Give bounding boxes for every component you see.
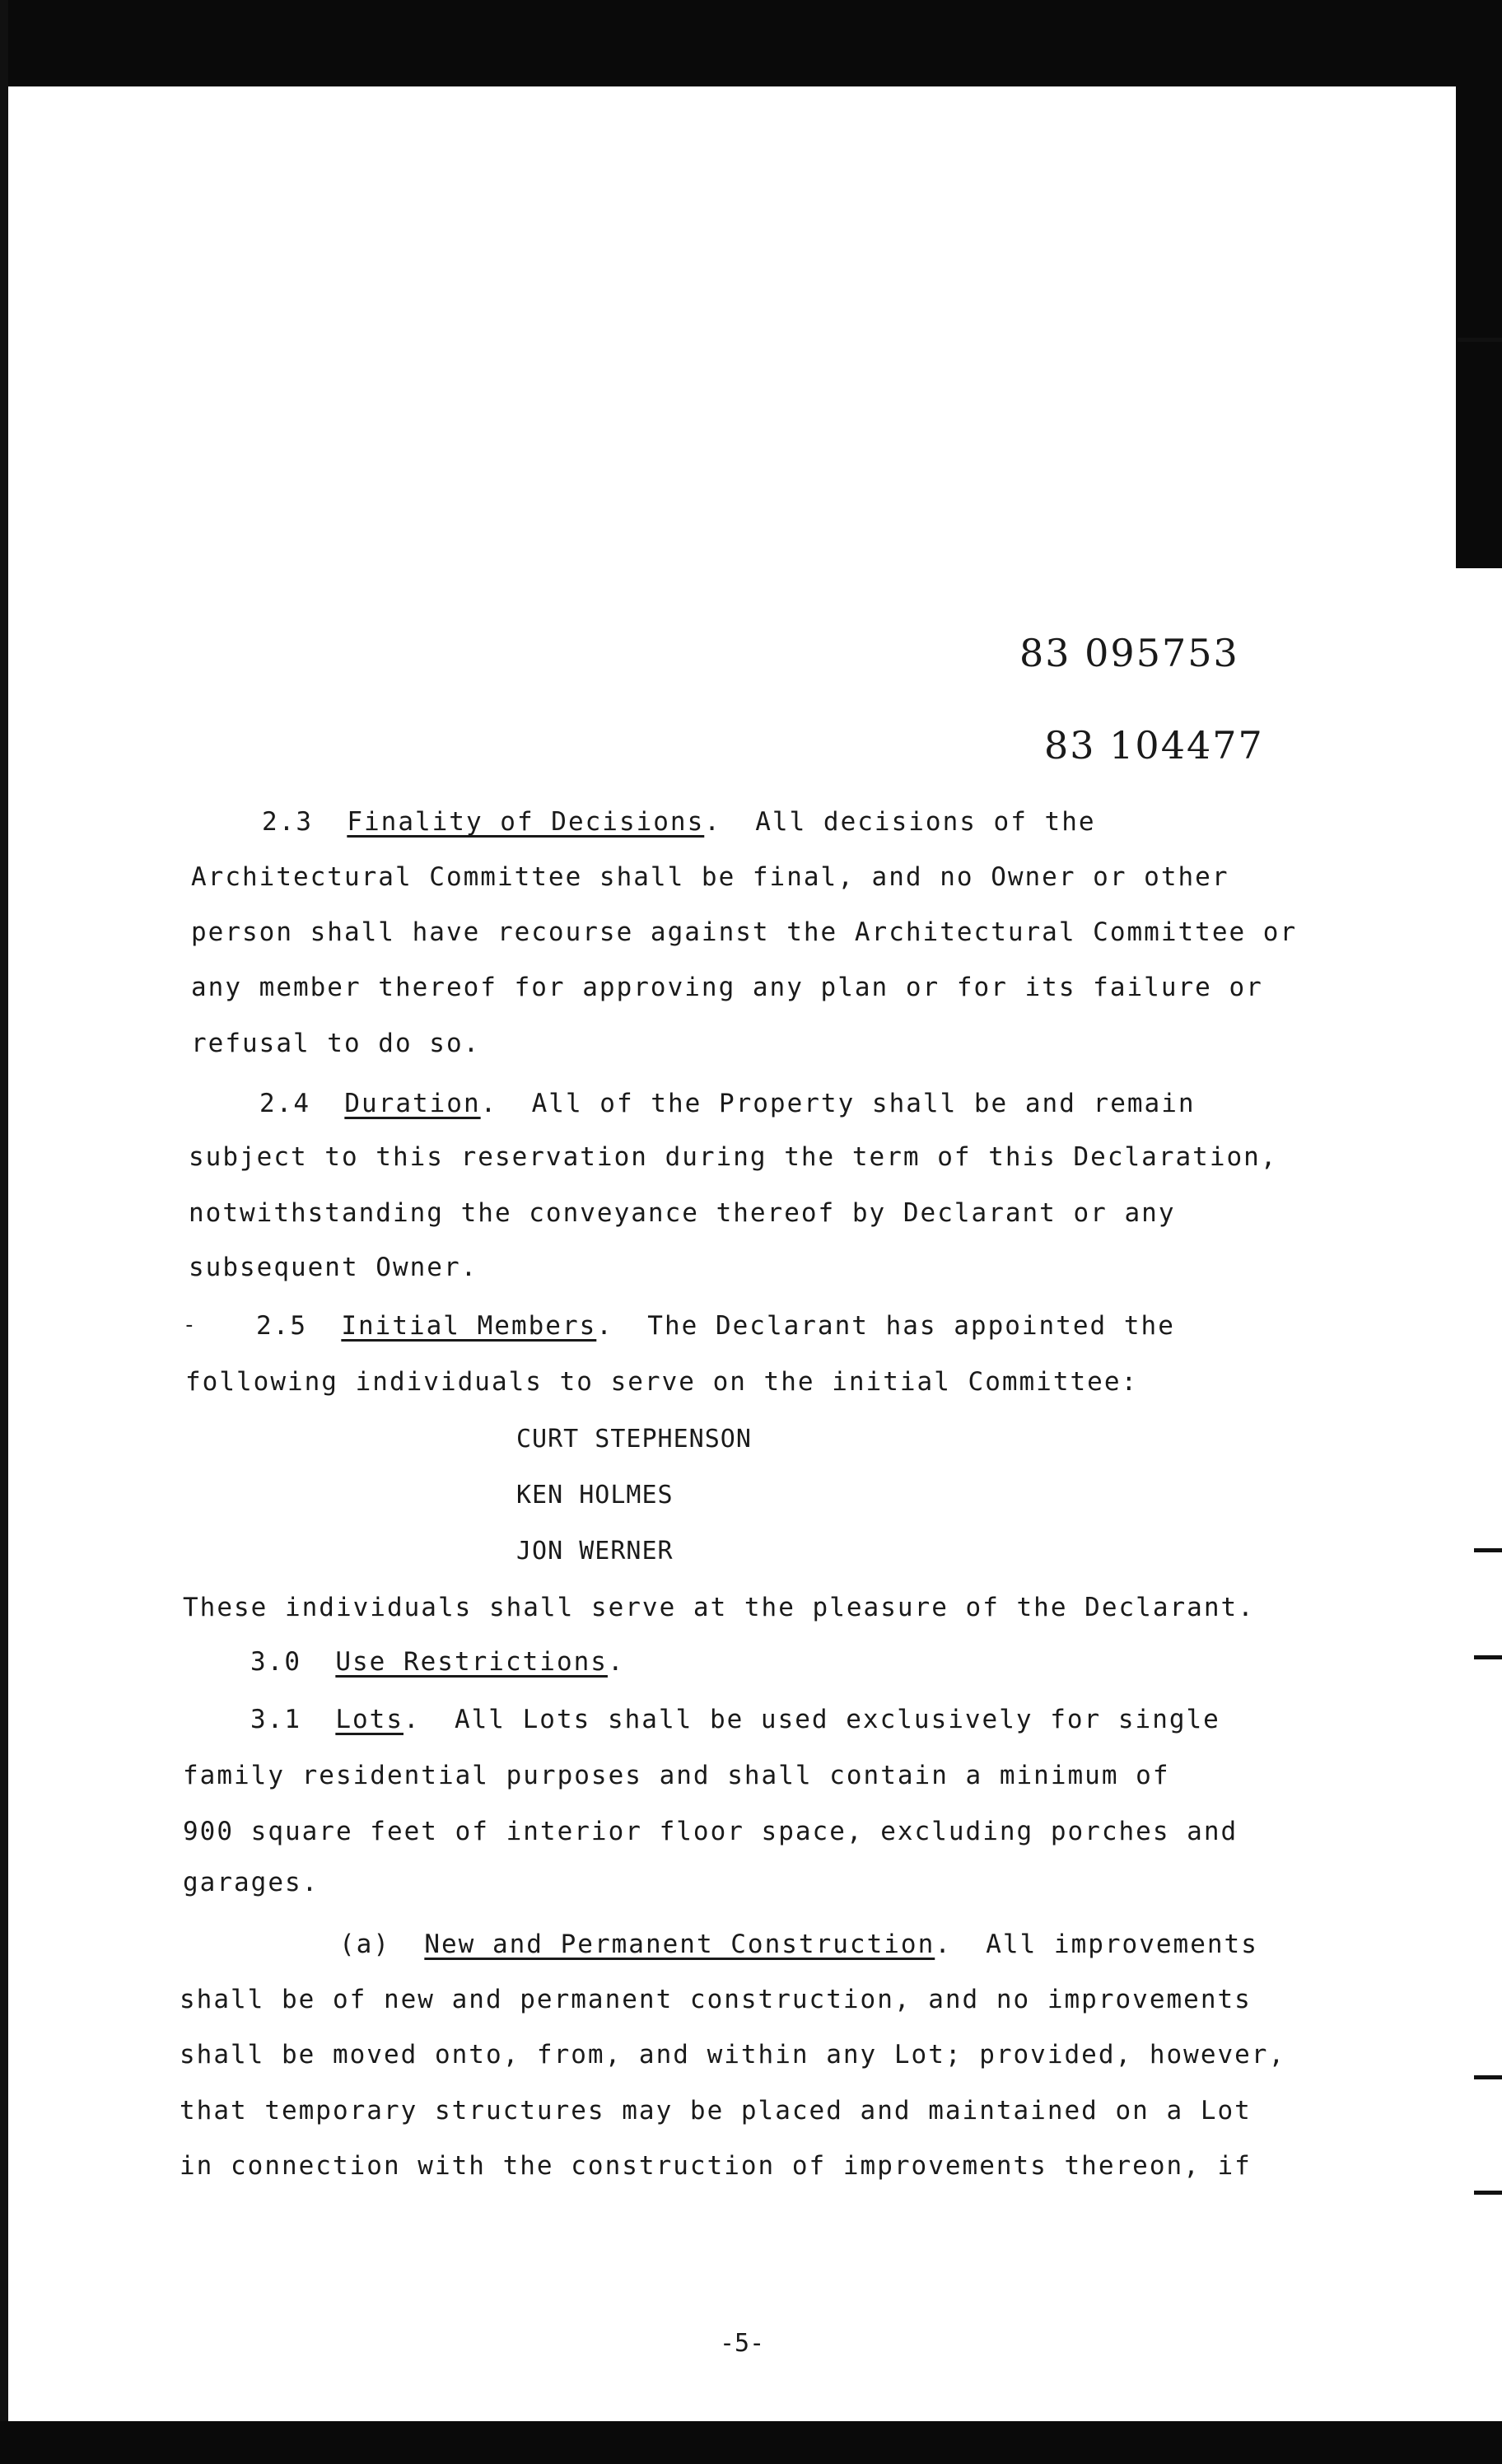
body-line: any member thereof for approving any plan or for its failure or — [191, 973, 1263, 1002]
section-number: 2.3 — [262, 807, 313, 837]
body-text: The Declarant has appointed the — [647, 1311, 1175, 1341]
body-line: in connection with the construction of improvements thereon, if — [180, 2151, 1252, 2181]
document-number-primary: 83 095753 — [1019, 631, 1239, 675]
section-heading: Lots — [335, 1705, 403, 1734]
body-line: shall be of new and permanent construction, and no improvements — [180, 1985, 1252, 2014]
committee-member: JON WERNER — [516, 1537, 674, 1566]
body-line: person shall have recourse against the Architectural Committee or — [191, 917, 1298, 947]
section-number: (a) — [339, 1930, 390, 1959]
scan-edge-mark — [1474, 1548, 1502, 1552]
section-heading: New and Permanent Construction — [424, 1930, 935, 1959]
scan-border-top — [0, 0, 1502, 86]
scan-edge-mark — [1474, 2191, 1502, 2195]
body-line: shall be moved onto, from, and within any Lot; provided, however, — [180, 2040, 1286, 2070]
body-text: All decisions of the — [755, 807, 1096, 837]
body-text: All Lots shall be used exclusively for single — [454, 1705, 1220, 1734]
body-line: subsequent Owner. — [189, 1253, 478, 1282]
scan-edge-mark — [1474, 1655, 1502, 1659]
scan-border-left — [0, 0, 8, 2464]
body-line: 900 square feet of interior floor space, excluding porches and — [183, 1817, 1238, 1846]
body-text: All improvements — [986, 1930, 1258, 1959]
page-number: -5- — [720, 2329, 765, 2358]
body-line: notwithstanding the conveyance thereof by Declarant or any — [189, 1198, 1176, 1228]
section-heading: Duration — [344, 1089, 481, 1118]
body-line: refusal to do so. — [191, 1029, 481, 1058]
body-line: subject to this reservation during the term of this Declaration, — [189, 1142, 1278, 1172]
body-line: following individuals to serve on the initial Committee: — [185, 1367, 1139, 1397]
committee-member: KEN HOLMES — [516, 1481, 674, 1510]
section-heading: Initial Members — [341, 1311, 597, 1341]
section-number: 3.1 — [250, 1705, 301, 1734]
scan-border-right — [1456, 86, 1502, 568]
document-number-secondary: 83 104477 — [1044, 723, 1264, 768]
body-text: All of the Property shall be and remain — [531, 1089, 1196, 1118]
section-number: 3.0 — [250, 1647, 301, 1677]
scan-edge-mark — [1458, 338, 1502, 342]
scan-edge-mark — [1474, 2075, 1502, 2079]
section-heading: Finality of Decisions — [347, 807, 705, 837]
margin-mark: - — [183, 1313, 196, 1337]
body-line: garages. — [183, 1868, 320, 1897]
body-line: These individuals shall serve at the pleasure of the Declarant. — [183, 1593, 1255, 1622]
section-number: 2.5 — [256, 1311, 307, 1341]
committee-member: CURT STEPHENSON — [516, 1425, 752, 1454]
section-2-5-heading-line: 2.5 Initial Members. The Declarant has appointed the — [256, 1311, 1175, 1341]
scan-border-bottom — [0, 2421, 1502, 2464]
section-number: 2.4 — [259, 1089, 310, 1118]
section-3-1-heading-line: 3.1 Lots. All Lots shall be used exclusively for single — [250, 1705, 1220, 1734]
section-3-0-heading-line: 3.0 Use Restrictions. — [250, 1647, 625, 1677]
section-heading: Use Restrictions — [335, 1647, 608, 1677]
section-3-1-a-heading-line: (a) New and Permanent Construction. All improvements — [339, 1930, 1258, 1959]
body-line: family residential purposes and shall contain a minimum of — [183, 1761, 1170, 1790]
section-2-4-heading-line: 2.4 Duration. All of the Property shall be and remain — [259, 1089, 1196, 1118]
body-line: that temporary structures may be placed and maintained on a Lot — [180, 2096, 1252, 2126]
body-line: Architectural Committee shall be final, and no Owner or other — [191, 862, 1229, 892]
section-2-3-heading-line: 2.3 Finality of Decisions. All decisions of the — [262, 807, 1096, 837]
